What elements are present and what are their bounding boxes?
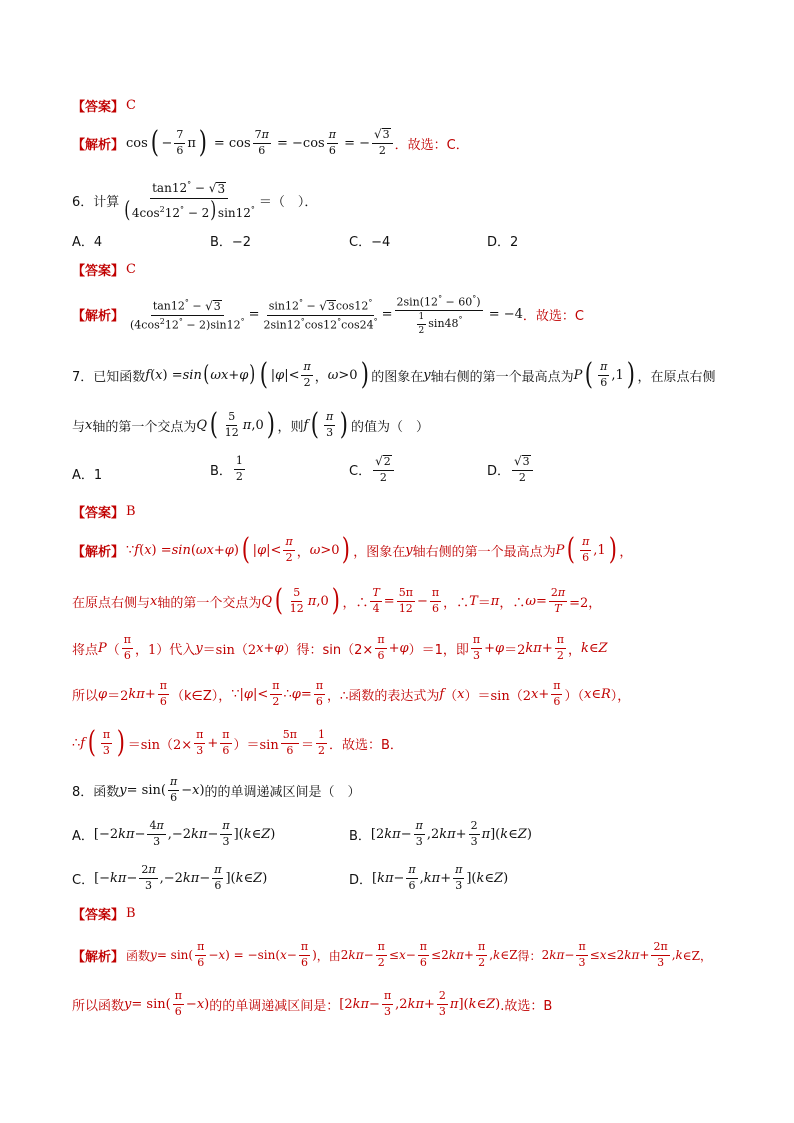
q7-a5-formula: ∴ f ( $\frac{\pi}{3}$ ) ＝sin（2× $\frac{\pi}{3}$ + $\frac{\pi}{6}$ ）＝sin $\frac{5\pi}{6}$ ＝ $\frac{1}{2}$ (72, 725, 325, 760)
q8-option-b: B． [2 kπ − $\frac{\pi}{3}$ ,2 kπ + $\frac{2}{3}$ π ]( k ∈ Z ) (349, 819, 532, 848)
answer-tag: 【答案】 (72, 506, 125, 521)
q6-formula: tan12° − √ 3 $(4\cos^212^\circ - 2)\sin 12^\circ$ = sin12° − √ 3 cos12° 2sin12°cos12°cos24° = 2sin(12° − 60°) $\frac{1}{2}$ sin48° = −4 (130, 294, 523, 336)
q7-option-d: D． √ 3 2 (487, 455, 535, 484)
q7-stem-line2-a: 与 (72, 419, 86, 435)
q8-function: y = sin( $\frac{\pi}{6}$ − x ) (119, 775, 205, 804)
q7-stem-line2: 与 x 轴的第一个交点为 Q ( $\frac{5}{12}$ π ,0 ) ，则 f ( $\frac{\pi}{3}$ ) 的值为（ ） (72, 407, 429, 442)
q6-analysis-tail: ．故选：C (522, 309, 584, 325)
q6-stem-suffix: ＝（ ）． (258, 195, 318, 211)
q7-a3-a: 将点 (72, 642, 99, 658)
analysis-tag: 【解析】 (72, 544, 125, 560)
q8-stem-suffix: 的的单调递减区间是（ ） (204, 784, 361, 800)
answer-tag: 【答案】 (72, 908, 125, 923)
q7-stem-line1: 7．已知函数 f ( x ) = sin ( ωx + φ ) ( | φ |< $\frac{\pi}{2}$ ， ω >0 ) 的图象在 y 轴右侧的第一个最高点为 P ( $\frac{\pi}{6}$ ,1 ) ，在原点右侧 (72, 357, 716, 392)
q8-option-c-label: C． (72, 872, 95, 888)
q7-point-p: P ( $\frac{\pi}{6}$ ,1 ) (573, 357, 635, 392)
q7-option-c-label: C． (349, 464, 372, 480)
q7-function: f ( x ) = sin ( ωx + φ ) ( | φ |< $\frac{\pi}{2}$ ， ω >0 ) (145, 357, 369, 392)
q8-option-a: A． [−2 kπ − $\frac{4\pi}{3}$ ,−2 kπ − $\frac{\pi}{3}$ ]( k ∈ Z ) (72, 819, 276, 848)
q7-analysis-line3 (72, 634, 754, 662)
q7-a1-mid: ，图象在 (353, 544, 406, 560)
analysis-tag: 【解析】 (72, 309, 125, 325)
answer-value: B (126, 906, 136, 921)
q6-option-a: A．4 (72, 235, 103, 250)
q7-a3-b: 代入 (169, 642, 196, 658)
q8-a2-a: 所以函数 (72, 998, 125, 1014)
q8-a1-eq: y = sin( $\frac{\pi}{6}$ − x ) = −sin( x − $\frac{\pi}{6}$ ) (150, 940, 317, 969)
q7-analysis-line2: 在原点右侧与 x 轴的第一个交点为 Q ( $\frac{5}{12}$ π ,0 ) ，∴ $\frac{T}{4}$ = $\frac{5\pi}{12}$ − $\frac{\pi}{6}$ ，∴ T ＝ π ，∴ ω = $\frac{2\pi}{T}$ =2， (72, 583, 602, 618)
q7-a4-f: f （ x ）＝sin（2 x + $\frac{\pi}{6}$ ）（ x ∈ R ）， (439, 679, 631, 708)
analysis-tag: 【解析】 (72, 949, 125, 965)
analysis-tag: 【解析】 (72, 137, 125, 153)
q8-answer-line (72, 904, 754, 923)
q7-a3-c: 得：sin（2× (296, 642, 374, 658)
q7-stem-line2-d: 的值为（ ） (350, 419, 429, 435)
q6-stem-prefix: 6．计算 (72, 195, 120, 211)
q8-analysis-line1 (72, 941, 754, 969)
q7-a1-mid2: 轴右侧的第一个最高点为 (412, 544, 556, 560)
q7-stem-tail: ，在原点右侧 (637, 369, 716, 385)
q7-stem-line2-c: ，则 (277, 419, 304, 435)
q5-analysis-tail: ．故选：C． (394, 137, 469, 153)
q7-stem-line2-b: 轴的第一个交点为 (92, 419, 197, 435)
answer-value: C (126, 98, 136, 113)
q8-option-b-label: B． (349, 828, 371, 844)
q8-stem-prefix: 8．函数 (72, 784, 120, 800)
q8-option-c: C． [− kπ − $\frac{2\pi}{3}$ ,−2 kπ − $\frac{\pi}{6}$ ]( k ∈ Z ) (72, 863, 268, 892)
q8-analysis-line2 (72, 990, 754, 1018)
q6-option-d: D．2 (487, 235, 519, 250)
q7-a2-b: 轴的第一个交点为 (157, 595, 262, 611)
q7-option-b-label: B． (210, 463, 232, 479)
answer-value: B (126, 504, 136, 519)
q8-a2-c: .故选：B (500, 998, 553, 1014)
q6-option-c: C．−4 (349, 235, 391, 250)
q7-a1-point-p: P ( $\frac{\pi}{6}$ ,1 ) ， (555, 532, 633, 567)
q7-a4-b: （k∈Z）， (170, 688, 232, 704)
q7-a3-eq: $\frac{\pi}{3}$ + φ ＝2 kπ + $\frac{\pi}{2}$ ， (472, 633, 581, 662)
q8-a2-func: y = sin( $\frac{\pi}{6}$ − x ) (124, 989, 210, 1018)
q7-answer-line (72, 502, 754, 521)
q5-formula: cos ( − $\frac{7}{6}$ π ) = cos $\frac{7\pi}{6}$ = −cos $\frac{\pi}{6}$ = − √ 3 2 (126, 128, 395, 158)
q7-analysis-line5 (72, 725, 754, 760)
q8-option-d: D． [ kπ − $\frac{\pi}{6}$ , kπ + $\frac{\pi}{3}$ ]( k ∈ Z ) (349, 863, 509, 892)
q7-a4-c: ，∴函数的表达式为 (327, 688, 440, 704)
q8-a1-result: 2 kπ − $\frac{\pi}{3}$ ≤ x ≤2 kπ + $\frac{2\pi}{3}$ , k ∈Z， (541, 940, 713, 969)
q7-point-q: Q ( $\frac{5}{12}$ π ,0 ) (196, 407, 275, 442)
q7-a2-formula: Q ( $\frac{5}{12}$ π ,0 ) ，∴ $\frac{T}{4}$ = $\frac{5\pi}{12}$ − $\frac{\pi}{6}$ ，∴ T ＝ π ，∴ ω = $\frac{2\pi}{T}$ =2， (261, 583, 602, 618)
answer-value: C (126, 262, 136, 277)
answer-tag: 【答案】 (72, 100, 125, 115)
q7-a3-frac: $\frac{\pi}{6}$ + φ (377, 633, 409, 662)
q6-analysis-line (72, 294, 754, 336)
q7-a2-a: 在原点右侧与 (72, 595, 151, 611)
q7-option-a: A．1 (72, 468, 103, 483)
q7-analysis-line1: 【解析】 ∵ f ( x ) = sin ( ωx + φ ) ( | φ |< $\frac{\pi}{2}$ ， ω >0 ) ，图象在 y 轴右侧的第一个最高点为 P ( $\frac{\pi}{6}$ ,1 ) ， (72, 532, 633, 567)
q7-a1-formula: ∵ f ( x ) = sin ( ωx + φ ) ( | φ |< $\frac{\pi}{2}$ ， ω >0 ) (126, 532, 351, 567)
q8-a1-b: ，由 (316, 948, 341, 963)
q7-a4-a: 所以 (72, 688, 99, 704)
q6-expression: tan12° − √ 3 $(4\cos^212^\circ - 2)\sin 12^\circ$ (124, 180, 255, 223)
q8-option-d-label: D． (349, 872, 373, 888)
q7-a5-tail: ．故选：B． (328, 737, 403, 753)
q7-stem-prefix: 7．已知函数 (72, 369, 146, 385)
q8-a1-a: 函数 (126, 948, 151, 963)
q7-a4-abs: ∵| φ |< $\frac{\pi}{2}$ ∴ φ = $\frac{\pi}{6}$ (231, 679, 324, 708)
q7-a3-d: ）＝1，即 (408, 642, 469, 658)
q7-option-b: B． $\frac{1}{2}$ (210, 454, 243, 483)
q6-answer-line (72, 260, 754, 279)
q7-f-pi3: f ( $\frac{\pi}{3}$ ) (303, 407, 349, 442)
q7-option-d-label: D． (487, 464, 511, 480)
q7-analysis-line4 (72, 680, 754, 708)
q6-option-b: B．−2 (210, 235, 252, 250)
q8-a1-c: 得： (517, 948, 542, 963)
q8-option-a-label: A． (72, 828, 94, 844)
q7-a3-point: P （ $\frac{\pi}{6}$ ，1） (98, 633, 170, 662)
answer-tag: 【答案】 (72, 264, 125, 279)
q7-stem-mid2: 轴右侧的第一个最高点为 (430, 369, 574, 385)
q6-stem (72, 180, 754, 222)
q7-stem-mid: 的图象在 (371, 369, 424, 385)
q7-option-c: C． √ 2 2 (349, 455, 396, 484)
q8-a2-b: 的的单调递减区间是： (209, 998, 340, 1014)
q7-a3-e: k∈Z (580, 640, 608, 656)
q7-a4-phi: φ ＝2 kπ + $\frac{\pi}{6}$ (98, 679, 167, 708)
q8-a2-interval: [2 kπ − $\frac{\pi}{3}$ ,2 kπ + $\frac{2}{3}$ π ]( k ∈ Z ) (339, 989, 501, 1018)
q8-stem (72, 776, 754, 804)
q5-analysis-line (72, 125, 754, 160)
q8-a1-ineq: 2 kπ − $\frac{\pi}{2}$ ≤ x − $\frac{\pi}{6}$ ≤2 kπ + $\frac{\pi}{2}$ , k ∈Z (340, 940, 518, 969)
q5-answer-line (72, 96, 754, 115)
q7-a3-y: y ＝sin（2 x + φ ） (195, 640, 297, 658)
